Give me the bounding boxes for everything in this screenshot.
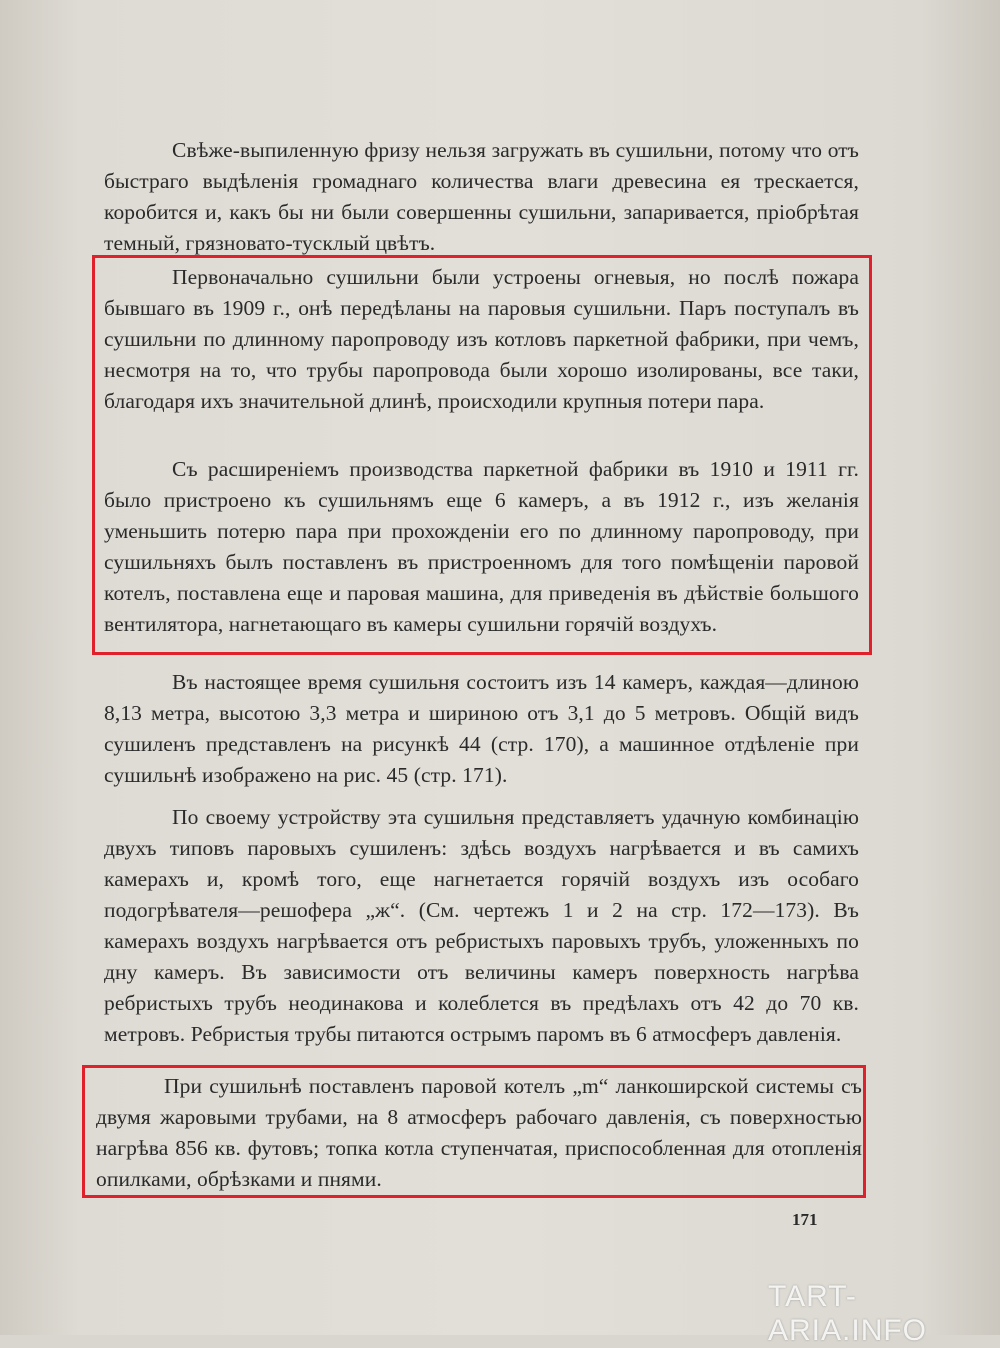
page-number: 171: [792, 1210, 818, 1229]
paragraph-6: При сушильнѣ поставленъ паровой котелъ „m“ ланкоширской системы съ двумя жаровыми трубами, на 8 атмосферъ рабочаго давленія, съ поверхностью нагрѣва 856 кв. футовъ; топка котла ступенчатая, приспособленная для отопленія опилками, обрѣзками и пнями.: [96, 1074, 862, 1191]
paragraph-1: Свѣже-выпиленную фризу нельзя загружать въ сушильни, потому что отъ быстраго выдѣленія громаднаго количества влаги древесина ея трескается, коробится и, какъ бы ни были совершенны сушильни, запаривается, пріобрѣтая темный, грязновато-тусклый цвѣтъ.: [104, 138, 859, 255]
paragraph-5: По своему устройству эта сушильня представляетъ удачную комбинацію двухъ типовъ паровыхъ сушиленъ: здѣсь воздухъ нагрѣвается и въ самихъ камерахъ и, кромѣ того, еще нагнетается горячій воздухъ изъ особаго подогрѣвателя—решофера „ж“. (См. чертежъ 1 и 2 на стр. 172—173). Въ камерахъ воздухъ нагрѣвается отъ ребристыхъ паровыхъ трубъ, уложенныхъ по дну камеръ. Въ зависимости отъ величины камеръ поверхность нагрѣва ребристыхъ трубъ неодинакова и колеблется въ предѣлахъ отъ 42 до 70 кв. метровъ. Ребристыя трубы питаются острымъ паромъ въ 6 атмосферъ давленія.: [104, 805, 859, 1046]
highlight-box-2: [82, 1065, 866, 1198]
paragraph-3: Съ расширеніемъ производства паркетной фабрики въ 1910 и 1911 гг. было пристроено къ сушильнямъ еще 6 камеръ, а въ 1912 г., изъ желанія уменьшить потерю пара при прохожденіи его по длинному паропроводу, при сушильняхъ былъ поставленъ въ пристроенномъ для того помѣщеніи паровой котелъ, поставлена еще и паровая машина, для приведенія въ дѣйствіе большого вентилятора, нагнетающаго въ камеры сушильни горячій воздухъ.: [104, 457, 859, 636]
paragraph-4: Въ настоящее время сушильня состоитъ изъ 14 камеръ, каждая—длиною 8,13 метра, высотою 3,3 метра и шириною отъ 3,1 до 5 метровъ. Общій видъ сушиленъ представленъ на рисункѣ 44 (стр. 170), а машинное отдѣленіе при сушильнѣ изображено на рис. 45 (стр. 171).: [104, 670, 859, 787]
highlight-box-1: [92, 255, 872, 655]
watermark-logo: TART-ARIA.INFO: [768, 1280, 928, 1347]
paragraph-2: Первоначально сушильни были устроены огневыя, но послѣ пожара бывшаго въ 1909 г., онѣ передѣланы на паровыя сушильни. Паръ поступалъ въ сушильни по длинному паропроводу изъ котловъ паркетной фабрики, при чемъ, несмотря на то, что трубы паропровода были хорошо изолированы, все таки, благодаря ихъ значительной длинѣ, происходили крупныя потери пара.: [104, 265, 859, 413]
